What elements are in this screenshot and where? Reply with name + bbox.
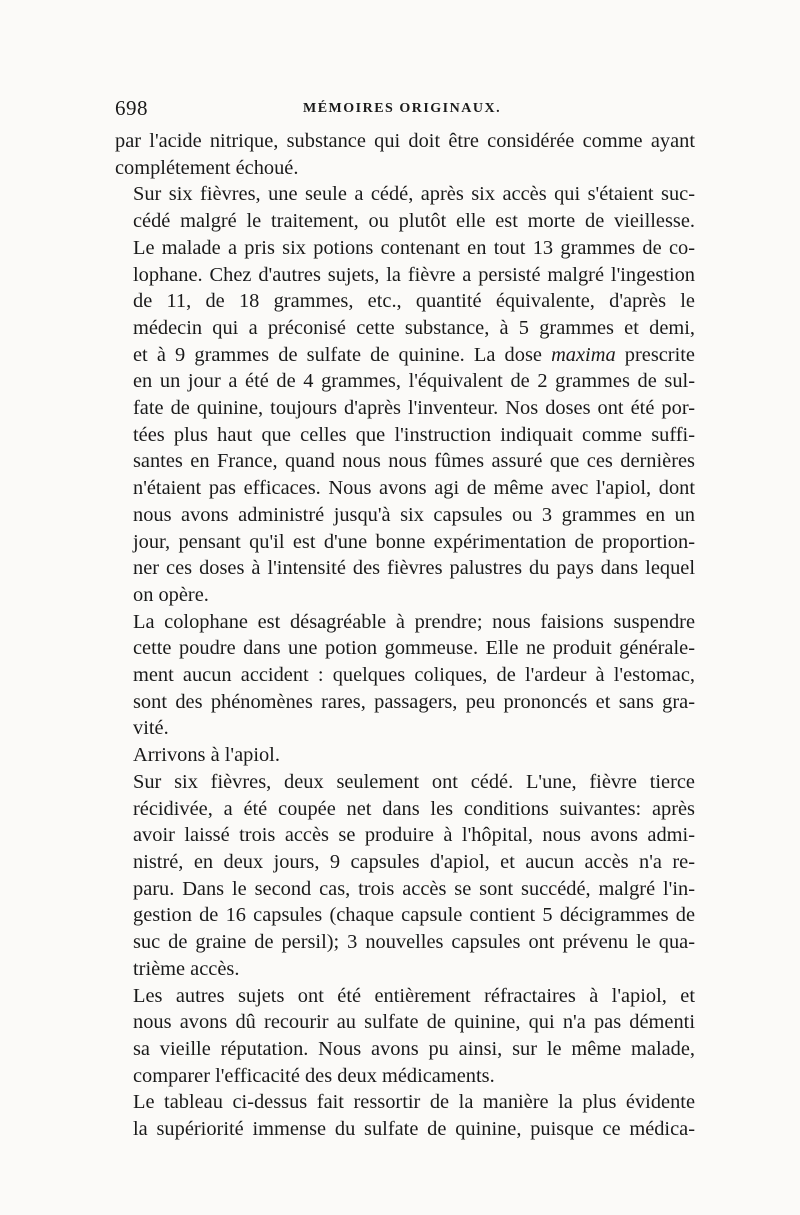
page-number: 698 (115, 96, 148, 120)
text-line: en un jour a été de 4 grammes, l'équivalent de 2 grammes de sul- (133, 370, 695, 393)
text-line: Sur six fièvres, une seule a cédé, après six accès qui s'étaient suc- (133, 183, 695, 206)
text-line: La colophane est désagréable à prendre; nous faisions suspendre (133, 610, 695, 633)
text-line: santes en France, quand nous nous fûmes assuré que ces dernières (133, 450, 695, 473)
text-line: nistré, en deux jours, 9 capsules d'apiol, et aucun accès n'a re- (133, 850, 695, 873)
text-line: par l'acide nitrique, substance qui doit être considérée comme ayant (115, 130, 695, 152)
text-line-with-italic (115, 342, 695, 369)
text-line: sont des phénomènes rares, passagers, peu prononcés et sans gra- (133, 690, 695, 713)
text-line: nous avons administré jusqu'à six capsules ou 3 grammes en un (133, 503, 695, 526)
page-header (115, 96, 695, 126)
text-line: paru. Dans le second cas, trois accès se sont succédé, malgré l'in- (133, 877, 695, 900)
text-line: jour, pensant qu'il est d'une bonne expérimentation de proportion- (133, 530, 695, 553)
text-line: cédé malgré le traitement, ou plutôt elle est morte de vieillesse. (133, 210, 695, 233)
text-line: vité. (133, 717, 169, 740)
text-line: on opère. (133, 583, 209, 606)
text-line: sa vieille réputation. Nous avons pu ainsi, sur le même malade, (133, 1037, 695, 1060)
text-line: n'étaient pas efficaces. Nous avons agi de même avec l'apiol, dont (133, 477, 695, 500)
text-line: de 11, de 18 grammes, etc., quantité équivalente, d'après le (133, 290, 695, 313)
text-line: nous avons dû recourir au sulfate de quinine, qui n'a pas démenti (133, 1011, 695, 1034)
text-line: ner ces doses à l'intensité des fièvres palustres du pays dans lequel (133, 557, 695, 580)
paragraph-7 (115, 1089, 695, 1142)
text-line: gestion de 16 capsules (chaque capsule contient 5 décigrammes de (133, 904, 695, 927)
text-fragment: et à 9 grammes de sulfate de quinine. La dose (133, 343, 542, 366)
paragraph-4 (115, 742, 695, 769)
text-line: complétement échoué. (115, 156, 299, 179)
text-line: avoir laissé trois accès se produire à l'hôpital, nous avons admi- (133, 824, 695, 847)
text-line: Les autres sujets ont été entièrement réfractaires à l'apiol, et (133, 984, 695, 1007)
paragraph-5 (115, 769, 695, 983)
text-fragment: prescrite (624, 343, 695, 366)
text-line: médecin qui a préconisé cette substance, à 5 grammes et demi, (133, 316, 695, 339)
text-line: récidivée, a été coupée net dans les conditions suivantes: après (133, 797, 695, 820)
text-line: ment aucun accident : quelques coliques, de l'ardeur à l'estomac, (133, 664, 695, 687)
italic-word: maxima (551, 343, 616, 366)
text-line: tées plus haut que celles que l'instruction indiquait comme suffi- (133, 423, 695, 446)
text-line: Le tableau ci-dessus fait ressortir de la manière la plus évidente (133, 1091, 695, 1114)
text-line: Le malade a pris six potions contenant en tout 13 grammes de co- (133, 236, 695, 259)
body-text (115, 128, 695, 1143)
running-head: MÉMOIRES ORIGINAUX. (303, 101, 502, 116)
paragraph-2 (115, 181, 695, 608)
text-line: lophane. Chez d'autres sujets, la fièvre a persisté malgré l'ingestion (133, 263, 695, 286)
paragraph-3 (115, 609, 695, 743)
text-line: trième accès. (133, 957, 240, 980)
text-line: Arrivons à l'apiol. (133, 744, 280, 767)
text-line: suc de graine de persil); 3 nouvelles capsules ont prévenu le qua- (133, 931, 695, 954)
paragraph-1 (115, 128, 695, 181)
text-line: Sur six fièvres, deux seulement ont cédé. L'une, fièvre tierce (133, 770, 695, 793)
text-line: comparer l'efficacité des deux médicaments. (133, 1064, 495, 1087)
text-line: cette poudre dans une potion gommeuse. Elle ne produit générale- (133, 637, 695, 660)
text-line: fate de quinine, toujours d'après l'inventeur. Nos doses ont été por- (133, 397, 695, 420)
paragraph-6 (115, 983, 695, 1090)
text-line: la supériorité immense du sulfate de quinine, puisque ce médica- (133, 1118, 695, 1141)
